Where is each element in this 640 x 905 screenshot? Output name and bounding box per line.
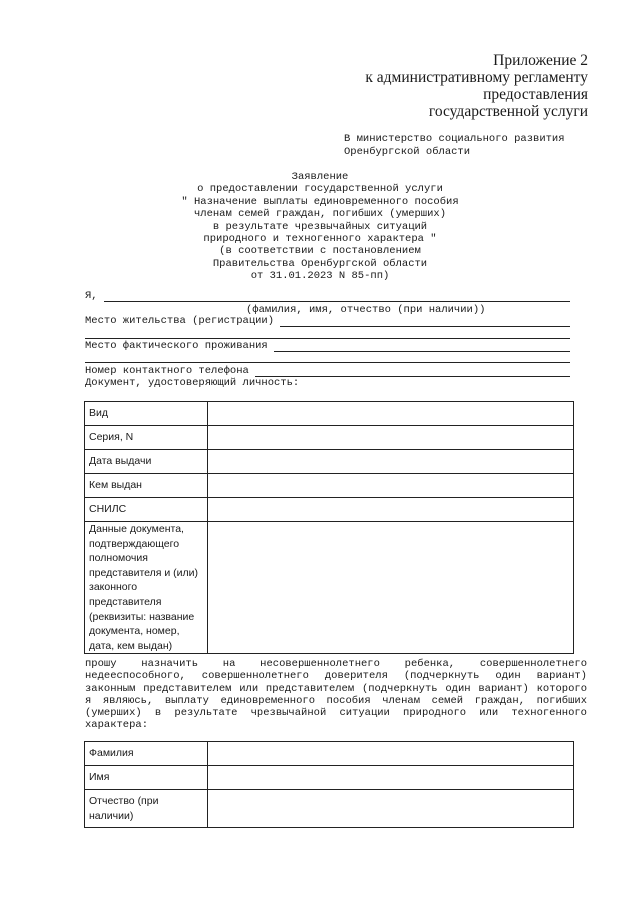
residence-continuation-line[interactable] [85,338,570,339]
row-label: Вид [85,402,208,426]
table-row [85,766,574,790]
addressee-line: Оренбургской области [344,146,471,158]
table-row [85,402,574,426]
residence-label: Место жительства (регистрации) [85,315,275,327]
title-line: Заявление [291,171,349,183]
table-row [85,426,574,450]
actual-residence-label: Место фактического проживания [85,340,268,352]
row-label: Дата выдачи [85,450,208,474]
person-table [84,741,574,828]
table-row [85,742,574,766]
actual-residence-field[interactable] [274,340,570,352]
title-line: " Назначение выплаты единовременного пособия [181,195,459,208]
phone-field[interactable] [255,365,570,377]
table-row [85,474,574,498]
table-row [85,498,574,522]
identity-document-label: Документ, удостоверяющий личность: [85,377,300,389]
phone-row [85,365,570,377]
residence-row [85,315,570,327]
applicant-name-row [85,290,570,302]
application-title [150,171,490,283]
request-paragraph: прошу назначить на несовершеннолетнего ребенка, совершеннолетнего недееспособного, совершеннолетнего доверителя (подчеркнуть один вариант) законным представителем или представителем (подчеркнуть один вариант) которого я являюсь, выплату единовременного пособия членам семей граждан, погибших (умерших) в результате чрезвычайной ситуации природного или техногенного характера: [85,658,587,732]
addressee [344,133,565,159]
appendix-line: государственной услуги [428,103,588,120]
row-value-field[interactable] [208,426,574,450]
row-value-field[interactable] [208,522,574,654]
actual-residence-continuation-line[interactable] [85,362,570,363]
row-value-field[interactable] [208,474,574,498]
table-row [85,522,574,654]
title-line: о предоставлении государственной услуги [197,183,443,196]
row-value-field[interactable] [208,498,574,522]
applicant-i-label: Я, [85,290,98,302]
row-label: СНИЛС [85,498,208,522]
name-hint: (фамилия, имя, отчество (при наличии)) [246,304,486,316]
row-label: Серия, N [85,426,208,450]
residence-field[interactable] [280,315,570,327]
table-row [85,790,574,828]
appendix-header [365,52,588,120]
row-value-field[interactable] [208,742,574,766]
title-line: в результате чрезвычайных ситуаций [212,220,428,233]
applicant-name-field[interactable] [104,290,570,302]
row-label: Кем выдан [85,474,208,498]
addressee-line: В министерство социального развития [344,133,565,145]
identity-document-table [84,401,574,654]
phone-label: Номер контактного телефона [85,365,249,377]
row-value-field[interactable] [208,450,574,474]
row-label: Фамилия [85,742,208,766]
row-value-field[interactable] [208,402,574,426]
row-value-field[interactable] [208,790,574,828]
title-line: членам семей граждан, погибших (умерших) [193,208,447,221]
appendix-line: к административному регламенту [365,69,588,86]
row-label: Данные документа, подтверждающего полномочия представителя и (или) законного представителя (реквизиты: название документа, номер, дата, кем выдан) [85,522,208,654]
title-line: природного и техногенного характера " [203,233,437,246]
title-line: Правительства Оренбургской области [212,257,428,270]
row-label: Имя [85,766,208,790]
title-line: от 31.01.2023 N 85-пп) [250,270,390,283]
row-value-field[interactable] [208,766,574,790]
title-line: (в соответствии с постановлением [219,245,421,258]
actual-residence-row [85,340,570,352]
appendix-line: Приложение 2 [493,52,588,69]
table-row [85,450,574,474]
row-label: Отчество (при наличии) [85,790,208,828]
appendix-line: предоставления [483,86,588,103]
